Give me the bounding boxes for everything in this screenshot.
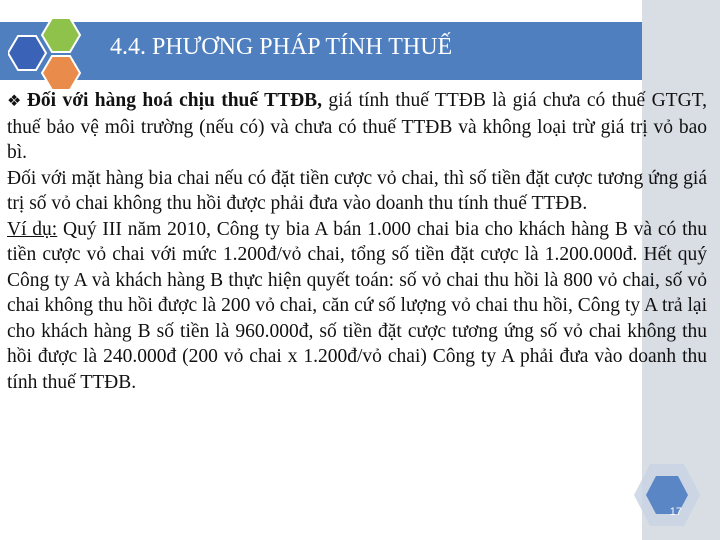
blue-hexagon-icon [8, 36, 46, 70]
orange-hexagon-icon [42, 56, 80, 90]
page-title: 4.4. PHƯƠNG PHÁP TÍNH THUẾ [110, 34, 453, 60]
paragraph-beer-deposit: Đối với mặt hàng bia chai nếu có đặt tiền cược vỏ chai, thì số tiền đặt cược tương ứng giá trị số vỏ chai không thu hồi được phải đưa vào doanh thu tính thuế TTĐB. [7, 167, 707, 214]
paragraph-text: giá tính thuế TTĐB là giá chưa có thuế GTGT, thuế bảo vệ môi trường (nếu có) và chưa có thuế TTĐB và không loại trừ giá trị vỏ bao bì. [7, 90, 707, 163]
decorative-hexagon-icon [632, 460, 702, 530]
page-number: 17 [669, 506, 682, 518]
example-text: Quý III năm 2010, Công ty bia A bán 1.000 chai bia cho khách hàng B và có thu tiền cược vỏ chai với mức 1.200đ/vỏ chai, tổng số tiền đặt cược là 1.200.000đ. Hết quý Công ty A và khách hàng B thực hiện quyết toán: số vỏ chai thu hồi là 800 vỏ chai, số vỏ chai không thu hồi được là 200 vỏ chai, căn cứ số lượng vỏ chai thu hồi, Công ty A trả lại cho khách hàng B số tiền là 960.000đ, số tiền đặt cược tương ứng số vỏ chai không thu hồi được là 240.000đ (200 vỏ chai x 1.200đ/vỏ chai) Công ty A phải đưa vào doanh thu tính thuế TTĐB. [7, 218, 708, 393]
diamond-bullet-icon: ❖ [7, 93, 23, 110]
bold-lead-text: Đối với hàng hoá chịu thuế TTĐB, [26, 90, 323, 111]
paragraph-excise-base [7, 88, 707, 166]
hexagon-logo-icon [8, 16, 86, 96]
paragraph-example [7, 217, 707, 396]
example-label: Ví dụ: [7, 218, 58, 240]
slide-body [7, 88, 707, 395]
green-hexagon-icon [42, 18, 80, 52]
